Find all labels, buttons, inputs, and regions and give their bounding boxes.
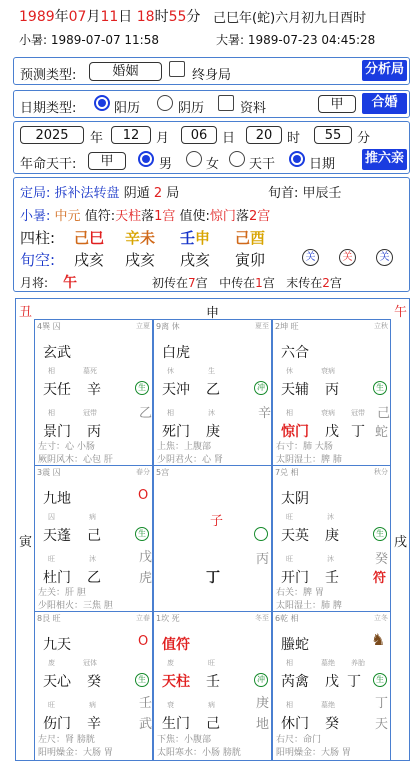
- p2-god: 六合: [281, 345, 309, 361]
- p1-x1: 废: [167, 659, 174, 667]
- data-label: 资料: [240, 101, 267, 116]
- p3-sheng-badge: 生: [135, 527, 149, 541]
- p8-star: 天心: [43, 674, 71, 690]
- p3-x2: 病: [89, 513, 96, 521]
- lunar-date: 己巳年(蛇)六月初九日酉时: [213, 11, 367, 26]
- p2-sheng-badge: 生: [373, 381, 387, 395]
- yuan: 中元: [54, 209, 81, 224]
- p3-head: 3震 囚: [37, 468, 61, 477]
- p8-dg: 辛: [87, 716, 101, 732]
- p5-zi: 子: [210, 514, 224, 529]
- p8-x1: 废: [48, 659, 55, 667]
- ri: 日: [118, 9, 133, 25]
- palace-5[interactable]: [153, 465, 272, 612]
- p6-season: 立冬: [374, 614, 388, 622]
- p6-x5: 墓绝: [321, 701, 335, 709]
- jieqi: 小暑:: [20, 209, 51, 224]
- p8-side: 壬: [139, 696, 153, 711]
- p9-x2: 生: [208, 367, 215, 375]
- pillar-1: [74, 227, 104, 248]
- p4-line2: 厥阴风木：心包 肝: [38, 455, 113, 465]
- p8-x2: 冠体: [83, 659, 97, 667]
- data-checkbox[interactable]: [218, 95, 234, 111]
- p5-badge: [254, 527, 268, 541]
- pillar-3: [180, 227, 210, 248]
- info-box: [13, 177, 410, 292]
- p3b: 申: [195, 229, 211, 247]
- p3-tg: 己: [87, 528, 101, 544]
- guan-badge-1: 关: [302, 249, 319, 266]
- dingju-line: [20, 182, 179, 201]
- p4-dg: 丙: [87, 424, 101, 440]
- p7-sheng-badge: 生: [373, 527, 387, 541]
- p6-line2: 阳明燥金：大肠 胃: [276, 748, 351, 758]
- day-input[interactable]: 06: [181, 126, 217, 144]
- chuchuan: 初传在: [152, 276, 189, 290]
- gong-c: 宫: [329, 276, 342, 290]
- p2-tg: 丙: [325, 382, 339, 398]
- p1-door: 生门: [162, 716, 190, 732]
- p5-side: 丙: [256, 552, 270, 567]
- year: 1989: [19, 9, 55, 25]
- p3-dg: 乙: [87, 570, 101, 586]
- p7-dg: 壬: [325, 570, 339, 586]
- p2-head: 2坤 旺: [275, 322, 299, 331]
- shi-label: 时: [287, 131, 301, 146]
- kong-1: 戌亥: [74, 251, 105, 269]
- p3-star: 天蓬: [43, 528, 71, 544]
- p4a: 己: [235, 229, 251, 247]
- palace-6[interactable]: [272, 611, 391, 761]
- p2-season: 立秋: [374, 322, 388, 330]
- tui-button[interactable]: 推六亲: [362, 149, 407, 170]
- top-shen: 申: [206, 306, 220, 321]
- yuejiang: 午: [63, 275, 77, 291]
- p8-side2: 武: [139, 717, 153, 732]
- yuejiang-label: 月将:: [20, 276, 49, 290]
- ming-label: 年命天干:: [20, 157, 77, 172]
- p6-star: 芮禽: [281, 674, 309, 690]
- female-radio[interactable]: [186, 151, 202, 167]
- side-yin: 寅: [19, 535, 33, 550]
- sizhu-label: 四柱:: [20, 229, 56, 247]
- ju: 局: [166, 186, 180, 201]
- p8-line2: 阳明燥金：大肠 胃: [38, 748, 113, 758]
- p7-god: 太阴: [281, 491, 309, 507]
- p3-side2: 虎: [139, 571, 153, 586]
- date-label: 日期类型:: [20, 101, 77, 116]
- p4-head: 4巽 囚: [37, 322, 61, 331]
- p3-god: 九地: [43, 491, 71, 507]
- p9-x3: 相: [167, 409, 174, 417]
- p3-line2: 少阳相火：三焦 胆: [38, 601, 113, 611]
- palace-4[interactable]: [34, 319, 153, 466]
- p9-x4: 沐: [208, 409, 215, 417]
- p8-head: 8艮 旺: [37, 614, 61, 623]
- p4-god: 玄武: [43, 345, 71, 361]
- gong1: 1宫: [154, 209, 176, 224]
- p4-side: 乙: [139, 406, 153, 421]
- p1-x4: 病: [208, 701, 215, 709]
- p7-x3: 旺: [286, 555, 293, 563]
- palace-1[interactable]: [153, 611, 272, 761]
- p1-tg: 壬: [206, 674, 220, 690]
- palace-grid: [15, 298, 410, 761]
- date-type-row: [13, 90, 410, 118]
- day: 11: [100, 9, 119, 25]
- p6-line1: 右尺：命门: [276, 735, 322, 745]
- p3-o-mark: O: [138, 488, 149, 503]
- luo: 落: [141, 209, 155, 224]
- p7-x2: 沐: [327, 513, 334, 521]
- c1: 7: [188, 276, 196, 290]
- p3-x1: 囚: [48, 513, 55, 521]
- year-input[interactable]: 2025: [20, 126, 84, 144]
- pillar-4: [235, 227, 265, 248]
- female-label: 女: [206, 157, 220, 172]
- p1-dg: 己: [206, 716, 220, 732]
- p3-x4: 沐: [89, 555, 96, 563]
- xunkong-label: 旬空:: [20, 251, 56, 269]
- p1-season: 冬至: [255, 614, 269, 622]
- palace-3[interactable]: [34, 465, 153, 612]
- male-radio[interactable]: [138, 151, 154, 167]
- marry-button[interactable]: 合婚: [362, 93, 407, 114]
- ming-select[interactable]: 甲: [88, 152, 126, 170]
- lifetime-label: 终身局: [192, 68, 232, 83]
- p6-door: 休门: [281, 716, 309, 732]
- p1-x3: 衰: [167, 701, 174, 709]
- gong-b: 宫: [262, 276, 275, 290]
- p4-star: 天任: [43, 382, 71, 398]
- corner-chou: 丑: [19, 305, 33, 320]
- p8-god: 九天: [43, 637, 71, 653]
- zhong: 中传在: [219, 276, 256, 290]
- p3-line1: 左关：肝 胆: [38, 588, 86, 598]
- p9-x1: 休: [167, 367, 174, 375]
- guan-badge-2: 关: [339, 249, 356, 266]
- zhishi-label: 值使:: [179, 209, 210, 224]
- kong-2: 戌亥: [125, 251, 156, 269]
- p1-line1: 下焦：小腹部: [157, 735, 212, 745]
- p3-x3: 旺: [48, 555, 55, 563]
- palace-2[interactable]: [272, 319, 391, 466]
- p9-side: 辛: [258, 406, 272, 421]
- p7-line2: 太阳湿土：肺 脾: [276, 601, 342, 611]
- p7-tg: 庚: [325, 528, 339, 544]
- p6-x3: 养胎: [351, 659, 365, 667]
- mo: 末传在: [286, 276, 323, 290]
- p8-tg: 癸: [87, 674, 101, 690]
- p3-season: 春分: [136, 468, 150, 476]
- method: 拆补法转盘: [54, 186, 120, 201]
- pillar-2: [125, 227, 155, 248]
- side-xu: 戌: [394, 535, 408, 550]
- fen: 分: [186, 9, 201, 25]
- p1a: 己: [74, 229, 90, 247]
- gong2: 2宫: [248, 209, 271, 224]
- minute-input[interactable]: 55: [314, 126, 352, 144]
- p3-door: 杜门: [43, 570, 71, 586]
- horse-icon: ♞: [371, 630, 386, 649]
- p7-season: 秋分: [374, 468, 388, 476]
- p9-god: 白虎: [162, 345, 190, 361]
- p6-head: 6乾 相: [275, 614, 299, 623]
- lunar-label: 阴历: [178, 101, 205, 116]
- palace-8[interactable]: [34, 611, 153, 761]
- p4-x2: 墓死: [83, 367, 97, 375]
- dun: 阴遁: [123, 186, 150, 201]
- p9-head: 9离 休: [156, 322, 180, 331]
- analyze-button[interactable]: 分析局: [362, 60, 407, 81]
- p9-season: 夏至: [255, 322, 269, 330]
- lunar-radio[interactable]: [157, 95, 173, 111]
- nian-label: 年: [90, 131, 104, 146]
- month-input[interactable]: 12: [111, 126, 151, 144]
- p9-door: 死门: [162, 424, 190, 440]
- fen-label: 分: [357, 131, 371, 146]
- yue-label: 月: [156, 131, 170, 146]
- p6-x2: 墓绝: [321, 659, 335, 667]
- hour: 18: [136, 9, 155, 25]
- date-line: [19, 6, 200, 26]
- month: 07: [68, 9, 87, 25]
- yue: 月: [86, 9, 101, 25]
- p7-line1: 右关：脾 胃: [276, 588, 324, 598]
- p2-x5: 冠带: [351, 409, 365, 417]
- ri-label: 日: [222, 131, 236, 146]
- gong-a: 宫: [195, 276, 208, 290]
- p1-star: 天柱: [162, 674, 190, 690]
- zhifu-label: 值符:: [84, 209, 116, 224]
- p3-side: 戊: [139, 550, 153, 565]
- chuan-line: [152, 274, 342, 291]
- p7-head: 7兑 相: [275, 468, 299, 477]
- shi: 时: [154, 9, 169, 25]
- p8-x3: 旺: [48, 701, 55, 709]
- p2a: 辛: [125, 229, 141, 247]
- p1-head: 1坎 死: [156, 614, 180, 623]
- p6-tg2: 丁: [347, 674, 361, 690]
- p7-door: 开门: [281, 570, 309, 586]
- p2-door: 惊门: [281, 424, 309, 440]
- p2-line2: 太阴湿土：脾 肺: [276, 455, 342, 465]
- p9-star: 天冲: [162, 382, 190, 398]
- predict-label: 预测类型:: [20, 68, 77, 83]
- zhifu: 天柱: [115, 209, 142, 224]
- p9-chong-badge: 冲: [254, 381, 268, 395]
- guan-badge-3: 关: [376, 249, 393, 266]
- kong-4: 寅卯: [235, 251, 266, 269]
- p8-door: 伤门: [43, 716, 71, 732]
- p6-dg: 癸: [325, 716, 339, 732]
- c2: 1: [255, 276, 263, 290]
- xunshou: 旬首: 甲辰壬: [268, 186, 342, 201]
- p9-dg: 庚: [206, 424, 220, 440]
- p6-tg: 戊: [325, 674, 339, 690]
- p6-sheng-badge: 生: [373, 673, 387, 687]
- p7-x1: 旺: [286, 513, 293, 521]
- p2-side: 己: [377, 406, 391, 421]
- p8-o-mark: O: [138, 634, 149, 649]
- hour-input[interactable]: 20: [246, 126, 282, 144]
- p4-x4: 冠带: [83, 409, 97, 417]
- tiangan-radio[interactable]: [229, 151, 245, 167]
- solar-label: 阳历: [114, 101, 141, 116]
- solar-radio[interactable]: [94, 95, 110, 111]
- corner-wu: 午: [394, 305, 408, 320]
- p6-god: 螣蛇: [281, 637, 309, 653]
- dashu: 大暑: 1989-07-23 04:45:28: [216, 33, 376, 47]
- p4-sheng-badge: 生: [135, 381, 149, 395]
- p2-dg: 戊: [325, 424, 339, 440]
- luo2: 落: [235, 209, 249, 224]
- jia-button[interactable]: 甲: [318, 95, 356, 113]
- c3: 2: [322, 276, 330, 290]
- nian: 年: [54, 9, 69, 25]
- dun-num: 2: [153, 186, 163, 201]
- dingju-label: 定局:: [20, 186, 51, 201]
- tiangan-label: 天干: [249, 157, 276, 172]
- p1-x2: 旺: [208, 659, 215, 667]
- p2-side2: 蛇: [375, 425, 389, 440]
- p6-side2: 天: [375, 717, 389, 732]
- p8-x4: 病: [89, 701, 96, 709]
- p4-x3: 相: [48, 409, 55, 417]
- p1-side: 庚: [256, 696, 270, 711]
- p2-star: 天辅: [281, 382, 309, 398]
- p9-line2: 少阴君火：心 肾: [157, 455, 223, 465]
- p8-season: 立春: [136, 614, 150, 622]
- p2-line1: 右寸：肺 大肠: [276, 442, 333, 452]
- p1-line2: 太阳寒水：小肠 膀胱: [157, 748, 241, 758]
- p4b: 酉: [250, 229, 266, 247]
- predict-row: [13, 57, 410, 85]
- lifetime-checkbox[interactable]: [169, 61, 185, 77]
- p7-star: 天英: [281, 528, 309, 544]
- p2-dg2: 丁: [351, 424, 365, 440]
- p1-god: 值符: [162, 637, 190, 653]
- p9-line1: 上焦：上腹部: [157, 442, 212, 452]
- p6-x1: 相: [286, 659, 293, 667]
- p5-head: 5宫: [156, 468, 170, 477]
- p1-side2: 地: [256, 717, 270, 732]
- p5-dg: 丁: [206, 570, 220, 586]
- p7-fu: 符: [373, 571, 387, 586]
- p2-x3: 相: [286, 409, 293, 417]
- p4-x1: 相: [48, 367, 55, 375]
- p4-door: 景门: [43, 424, 71, 440]
- zhishi: 惊门: [209, 209, 236, 224]
- p1b: 巳: [89, 229, 105, 247]
- p2b: 未: [140, 229, 156, 247]
- p6-side: 丁: [375, 696, 389, 711]
- palace-9[interactable]: [153, 319, 272, 466]
- p7-x4: 沐: [327, 555, 334, 563]
- p7-side: 癸: [375, 552, 389, 567]
- riqi-label: 日期: [309, 157, 336, 172]
- p2-x1: 休: [286, 367, 293, 375]
- p2-x4: 衰病: [321, 409, 335, 417]
- p4-season: 立夏: [136, 322, 150, 330]
- p8-sheng-badge: 生: [135, 673, 149, 687]
- p6-x4: 相: [286, 701, 293, 709]
- p1-chong-badge: 冲: [254, 673, 268, 687]
- minute: 55: [168, 9, 187, 25]
- riqi-radio[interactable]: [289, 151, 305, 167]
- p9-tg: 乙: [206, 382, 220, 398]
- p8-line1: 左尺：肾 膀胱: [38, 735, 95, 745]
- p4-line1: 左寸：心 小肠: [38, 442, 95, 452]
- palace-7[interactable]: [272, 465, 391, 612]
- date-input-box: [13, 121, 410, 174]
- p3a: 壬: [180, 229, 196, 247]
- predict-select[interactable]: 婚姻: [89, 62, 162, 81]
- xiaoshu: 小暑: 1989-07-07 11:58: [19, 33, 159, 47]
- kong-3: 戌亥: [180, 251, 211, 269]
- jieqi-line: [20, 205, 270, 224]
- male-label: 男: [159, 157, 173, 172]
- p2-x2: 衰病: [321, 367, 335, 375]
- p4-tg: 辛: [87, 382, 101, 398]
